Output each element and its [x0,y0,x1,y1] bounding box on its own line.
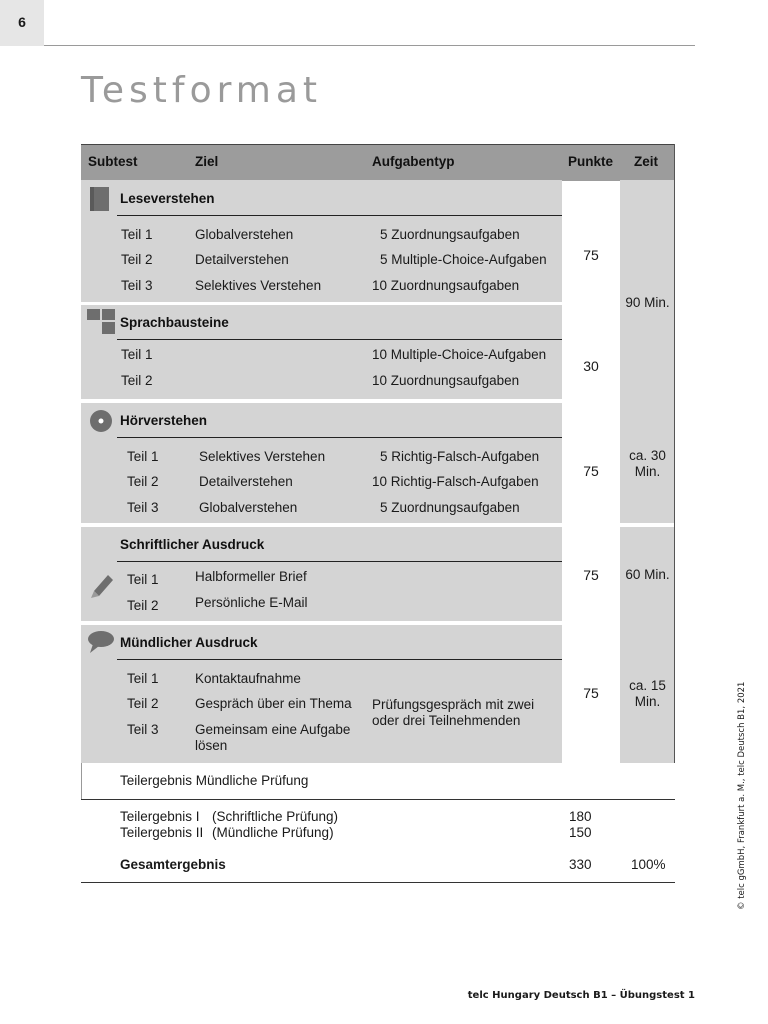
points-value: 75 [583,247,599,263]
zeit-value: 90 Min. [625,295,670,310]
header-ziel: Ziel [195,154,219,169]
aufgabe-cell: 10 Zuordnungsaufgaben [372,278,520,293]
points-value: 75 [583,685,599,701]
teilergebnis-2-note: (Mündliche Prüfung) [212,825,334,840]
top-divider [44,45,695,46]
blocks-icon [87,309,115,340]
zeit-value: ca. 15 Min. [629,678,666,709]
teil-label: Teil 2 [127,598,159,613]
page-number: 6 [18,14,26,30]
points-separator [562,523,675,527]
ziel-cell: Detailverstehen [199,474,293,489]
teil-label: Teil 3 [127,500,159,515]
pencil-icon [88,571,116,604]
gesamtergebnis-value: 330 [569,857,592,872]
teilergebnis-2-label: Teilergebnis II [120,825,204,840]
points-value: 75 [583,567,599,583]
audio-disc-icon [89,409,113,438]
section-divider [117,561,562,562]
footer-text: telc Hungary Deutsch B1 – Übungstest 1 [467,990,695,1001]
teilergebnis-1-label: Teilergebnis I [120,809,200,824]
aufgabe-cell: 5 Zuordnungsaufgaben [380,227,520,242]
teilergebnis-1-value: 180 [569,809,592,824]
teil-label: Teil 2 [121,252,153,267]
aufgabe-cell: 10 Richtig-Falsch-Aufgaben [372,474,539,489]
book-icon [89,186,111,217]
aufgabe-cell: Prüfungsgespräch mit zwei oder drei Teilnehmenden [372,697,535,728]
section-title: Hörverstehen [120,413,208,428]
points-value: 75 [583,463,599,479]
ziel-cell: Gemeinsam eine Aufgabe lösen [195,722,351,753]
section-title: Mündlicher Ausdruck [120,635,258,650]
aufgabe-cell: 5 Richtig-Falsch-Aufgaben [380,449,540,464]
section-title: Sprachbausteine [120,315,229,330]
teil-label: Teil 3 [121,278,153,293]
ziel-cell: Persönliche E-Mail [195,595,308,610]
aufgabe-cell: 5 Zuordnungsaufgaben [380,500,520,515]
teil-label: Teil 1 [127,572,159,587]
points-value: 30 [583,358,599,374]
section-title: Leseverstehen [120,191,215,206]
table-bottom-rule [81,882,675,883]
zeit-value: 60 Min. [625,567,670,582]
teil-label: Teil 3 [127,722,159,737]
section-title: Schriftlicher Ausdruck [120,537,265,552]
gesamtergebnis-percent: 100% [631,857,666,872]
ziel-cell: Selektives Verstehen [199,449,326,464]
teil-label: Teil 1 [127,671,159,686]
aufgabe-cell: 10 Multiple-Choice-Aufgaben [372,347,547,362]
ziel-cell: Globalverstehen [199,500,298,515]
ziel-cell: Kontaktaufnahme [195,671,301,686]
row-divider [81,799,675,800]
teilergebnis-2-value: 150 [569,825,592,840]
section-divider [117,659,562,660]
teil-label: Teil 1 [121,347,153,362]
teilergebnis-1-note: (Schriftliche Prüfung) [212,809,339,824]
teil-label: Teil 2 [127,696,159,711]
zeit-value: ca. 30 Min. [629,448,666,479]
gesamtergebnis-label: Gesamtergebnis [120,857,226,872]
teil-label: Teil 2 [127,474,159,489]
page-title: Testformat [81,70,323,111]
ziel-cell: Selektives Verstehen [195,278,322,293]
speech-bubble-icon [87,630,115,659]
points-separator [562,401,620,404]
row-left-border [81,763,82,800]
teil-label: Teil 1 [121,227,153,242]
copyright-note: © telc gGmbH, Frankfurt a. M., telc Deutsch B1, 2021 [737,681,747,910]
ziel-cell: Halbformeller Brief [195,569,307,584]
aufgabe-cell: 5 Multiple-Choice-Aufgaben [380,252,547,267]
header-punkte: Punkte [568,154,614,169]
header-aufgabentyp: Aufgabentyp [372,154,455,169]
ziel-cell: Gespräch über ein Thema [195,696,352,711]
teil-label: Teil 2 [121,373,153,388]
section-divider [117,437,562,438]
ziel-cell: Detailverstehen [195,252,289,267]
teilergebnis-muendlich: Teilergebnis Mündliche Prüfung [120,773,309,788]
section-divider [117,215,562,216]
header-zeit: Zeit [634,154,659,169]
aufgabe-cell: 10 Zuordnungsaufgaben [372,373,520,388]
points-separator [562,621,620,625]
section-divider [117,339,562,340]
teil-label: Teil 1 [127,449,159,464]
header-subtest: Subtest [88,154,138,169]
ziel-cell: Globalverstehen [195,227,294,242]
